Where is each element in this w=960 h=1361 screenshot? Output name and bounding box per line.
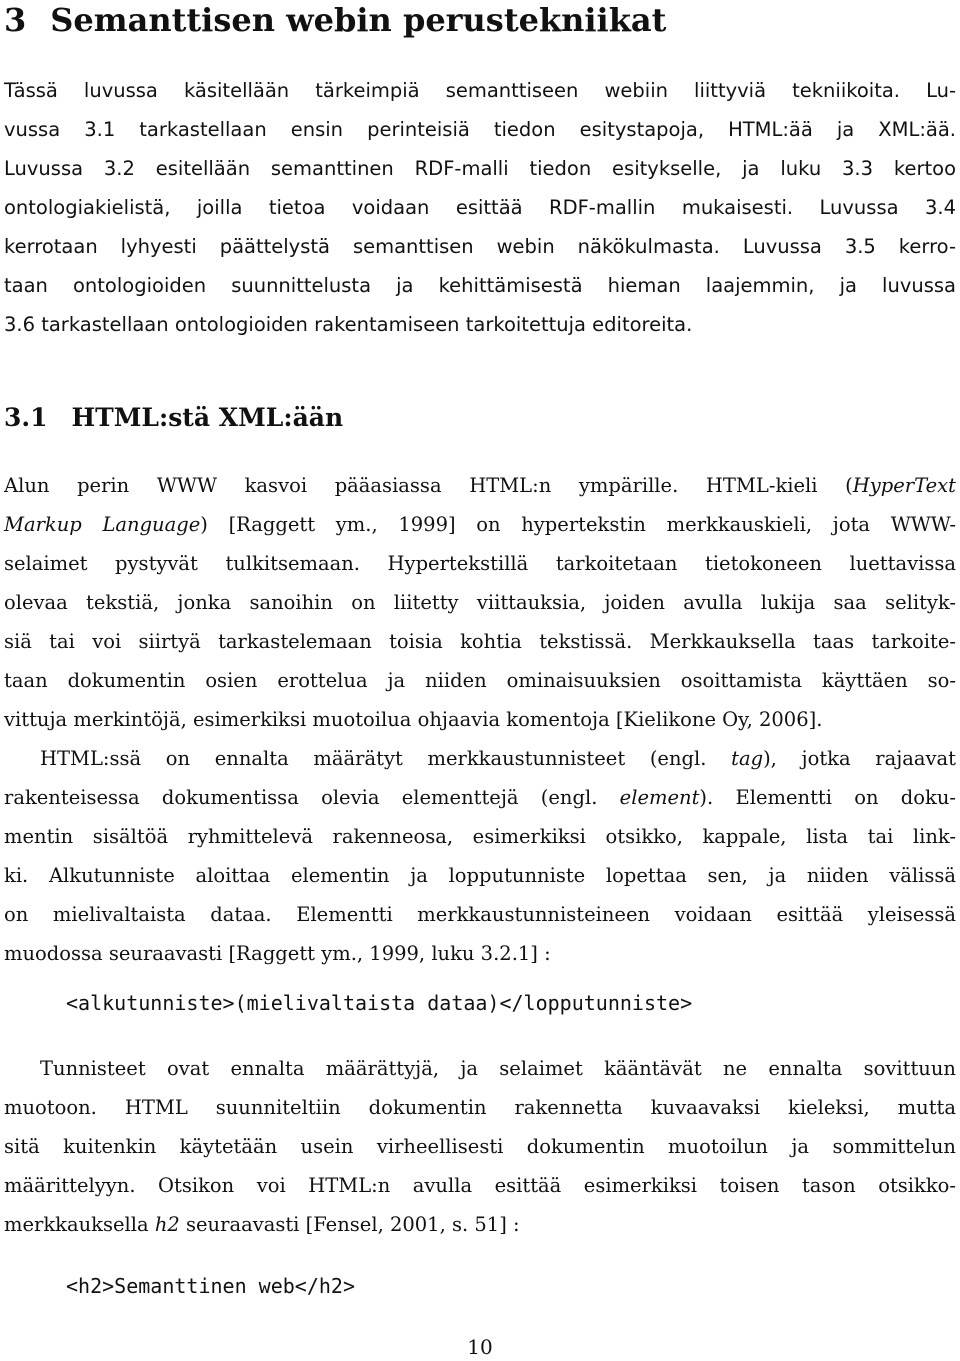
text-line: mentin sisältöä ryhmittelevä rakenneosa, esimerkiksi otsikko, kappale, lista tai link- bbox=[4, 825, 956, 848]
text-fragment: merkkauksella bbox=[4, 1213, 155, 1236]
text-line bbox=[4, 466, 956, 505]
text-line: 3.6 tarkastellaan ontologioiden rakentamiseen tarkoitettuja editoreita. bbox=[4, 313, 693, 336]
section-title-text: HTML:stä XML:ään bbox=[71, 403, 344, 432]
intro-paragraph bbox=[4, 71, 956, 344]
text-line: vittuja merkintöjä, esimerkiksi muotoilua ohjaavia komentoja [Kielikone Oy, 2006]. bbox=[4, 708, 823, 731]
text-line: taan ontologioiden suunnittelusta ja kehittämisestä hieman laajemmin, ja luvussa bbox=[4, 274, 956, 297]
page-number: 10 bbox=[467, 1335, 493, 1359]
text-line: Luvussa 3.2 esitellään semanttinen RDF-malli tiedon esitykselle, ja luku 3.3 kertoo bbox=[4, 157, 956, 180]
emphasis-term: HyperText bbox=[852, 474, 956, 497]
paragraph-html-formatting bbox=[4, 1049, 956, 1244]
text-line: on mielivaltaista dataa. Elementti merkkaustunnisteineen voidaan esittää yleisessä bbox=[4, 903, 956, 926]
chapter-title-text: Semanttisen webin perustekniikat bbox=[50, 1, 667, 39]
text-fragment: ). Elementti on doku- bbox=[699, 786, 956, 809]
code-example-element: <alkutunniste>(mielivaltaista dataa)</lopputunniste> bbox=[66, 991, 693, 1015]
text-line: muodossa seuraavasti [Raggett ym., 1999, luku 3.2.1] : bbox=[4, 942, 551, 965]
text-line: muotoon. HTML suunniteltiin dokumentin rakennetta kuvaavaksi kieleksi, mutta bbox=[4, 1096, 956, 1119]
emphasis-term: element bbox=[619, 786, 700, 809]
text-line: sitä kuitenkin käytetään usein virheellisesti dokumentin muotoilun ja sommittelun bbox=[4, 1135, 956, 1158]
section-number: 3.1 bbox=[4, 403, 48, 432]
text-line: olevaa tekstiä, jonka sanoihin on liitetty viittauksia, joiden avulla lukija saa selityk- bbox=[4, 591, 956, 614]
paragraph-html-tags bbox=[4, 739, 956, 973]
emphasis-term: h2 bbox=[154, 1213, 180, 1236]
emphasis-term: tag bbox=[731, 747, 764, 770]
text-line: ki. Alkutunniste aloittaa elementin ja lopputunniste lopettaa sen, ja niiden välissä bbox=[4, 864, 956, 887]
text-line: siä tai voi siirtyä tarkastelemaan toisia kohtia tekstissä. Merkkauksella taas tarkoite- bbox=[4, 630, 956, 653]
text-line: taan dokumentin osien erottelua ja niiden ominaisuuksien osoittamista käyttäen so- bbox=[4, 669, 956, 692]
text-fragment: ) [Raggett ym., 1999] on hypertekstin merkkauskieli, jota WWW- bbox=[200, 513, 956, 536]
text-line: vussa 3.1 tarkastellaan ensin perinteisiä tiedon esitystapoja, HTML:ää ja XML:ää. bbox=[4, 118, 956, 141]
text-line bbox=[4, 778, 956, 817]
text-line: ontologiakielistä, joilla tietoa voidaan esittää RDF-mallin mukaisesti. Luvussa 3.4 bbox=[4, 196, 956, 219]
text-fragment: Alun perin WWW kasvoi pääasiassa HTML:n ympärille. HTML-kieli ( bbox=[4, 474, 853, 497]
text-line bbox=[4, 505, 956, 544]
chapter-number: 3 bbox=[4, 1, 27, 39]
text-fragment: rakenteisessa dokumentissa olevia elementtejä (engl. bbox=[4, 786, 620, 809]
text-line: kerrotaan lyhyesti päättelystä semanttisen webin näkökulmasta. Luvussa 3.5 kerro- bbox=[4, 235, 956, 258]
text-line bbox=[4, 739, 956, 778]
text-fragment: HTML:ssä on ennalta määrätyt merkkaustunnisteet (engl. bbox=[40, 747, 732, 770]
paragraph-html-intro bbox=[4, 466, 956, 739]
text-line: Tunnisteet ovat ennalta määrättyjä, ja selaimet kääntävät ne ennalta sovittuun bbox=[40, 1057, 956, 1080]
section-title bbox=[4, 400, 343, 436]
emphasis-term: Markup Language bbox=[4, 513, 201, 536]
text-line bbox=[4, 1205, 956, 1244]
text-line: selaimet pystyvät tulkitsemaan. Hypertekstillä tarkoitetaan tietokoneen luettavissa bbox=[4, 552, 956, 575]
chapter-title bbox=[4, 0, 666, 42]
text-fragment: ), jotka rajaavat bbox=[763, 747, 956, 770]
text-line: määrittelyyn. Otsikon voi HTML:n avulla esittää esimerkiksi toisen tason otsikko- bbox=[4, 1174, 956, 1197]
code-example-h2: <h2>Semanttinen web</h2> bbox=[66, 1274, 355, 1298]
text-fragment: seuraavasti [Fensel, 2001, s. 51] : bbox=[179, 1213, 520, 1236]
text-line: Tässä luvussa käsitellään tärkeimpiä semanttiseen webiin liittyviä tekniikoita. Lu- bbox=[4, 79, 956, 102]
